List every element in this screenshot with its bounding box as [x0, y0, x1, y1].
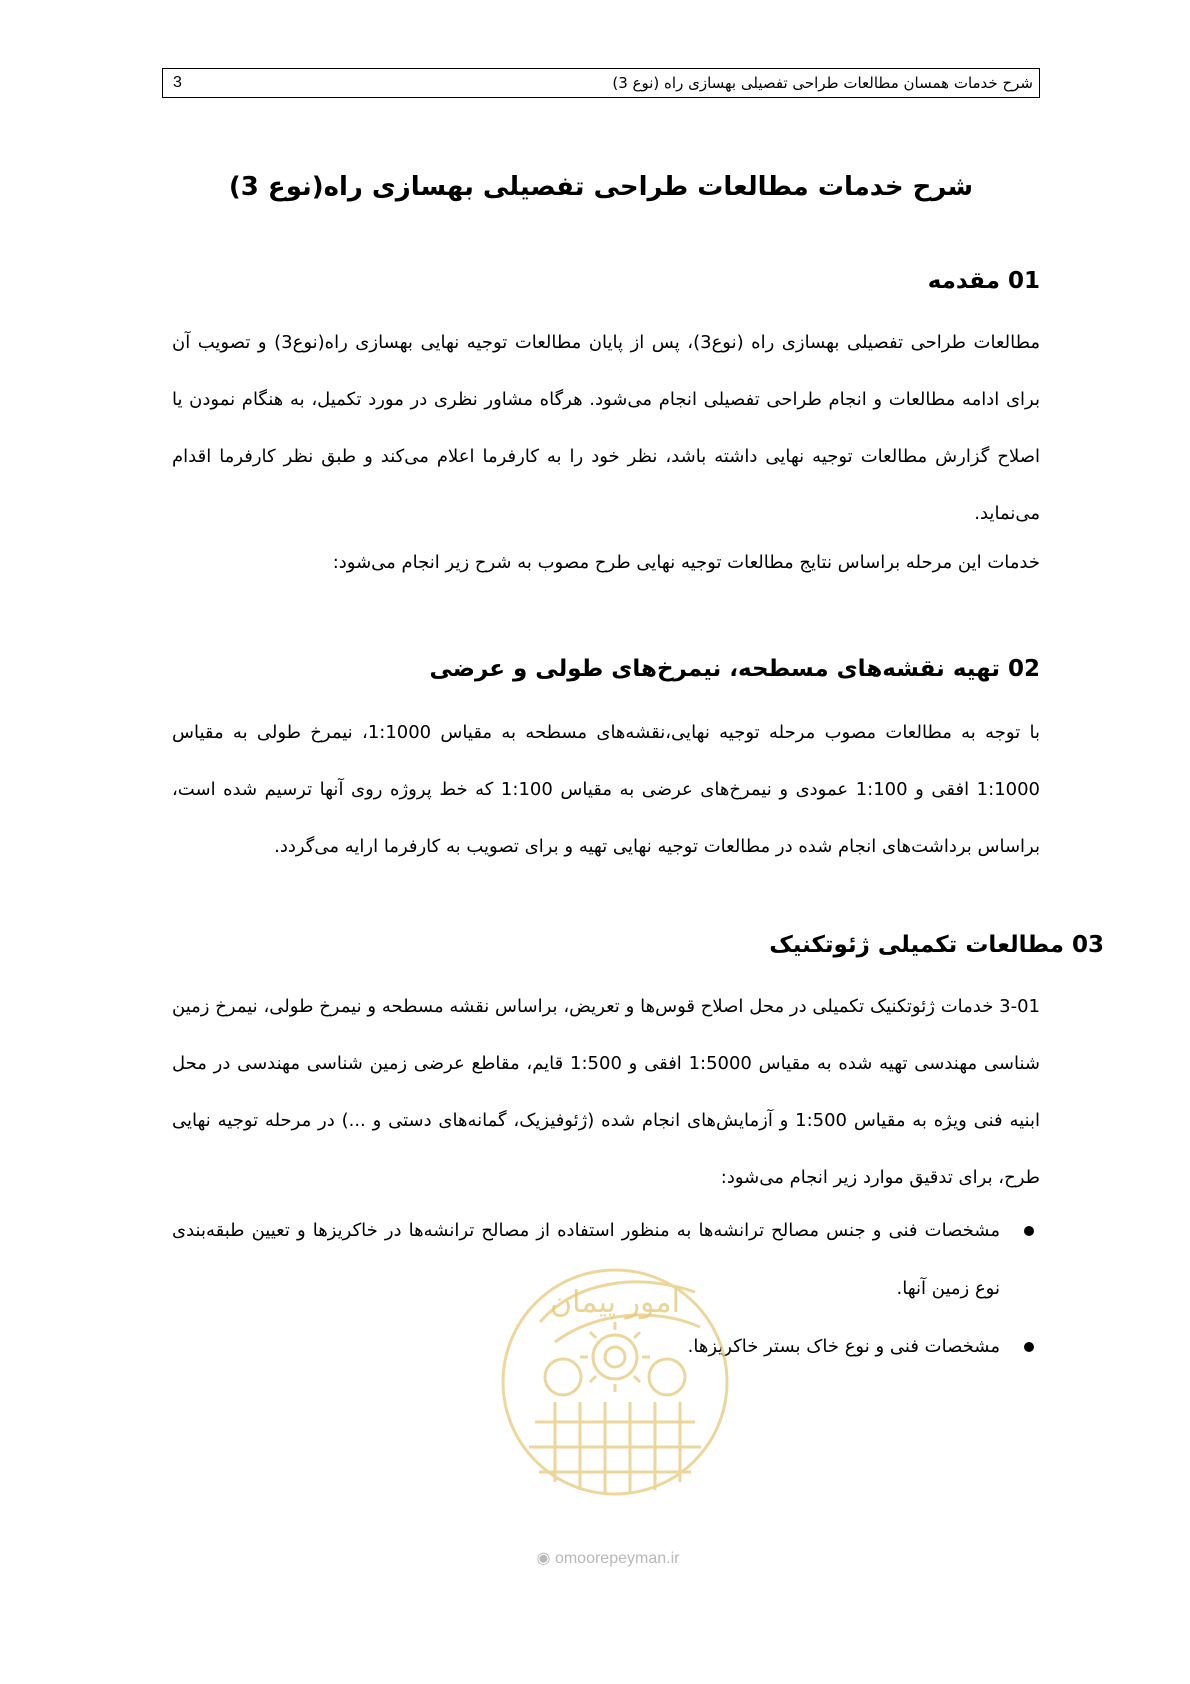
- bullet-icon: [1024, 1226, 1034, 1236]
- watermark-icon: ◉: [536, 1550, 551, 1567]
- watermark-url-text: omoorepeyman.ir: [554, 1550, 680, 1567]
- page-header: [162, 68, 1040, 98]
- intro-services-line: خدمات این مرحله براساس نتایج مطالعات توجیه نهایی طرح مصوب به شرح زیر انجام می‌شود:: [332, 552, 1040, 573]
- geotech-bullet-list: [172, 1202, 1040, 1376]
- bullet-text: مشخصات فنی و جنس مصالح ترانشه‌ها به منظور استفاده از مصالح ترانشه‌ها در خاکریزها و تعیین طبقه‌بندی نوع زمین آنها.: [172, 1220, 1000, 1299]
- section-heading-03: 03 مطالعات تکمیلی ژئوتکنیک: [769, 932, 1104, 958]
- document-title: شرح خدمات مطالعات طراحی تفصیلی بهسازی راه(نوع 3): [228, 172, 974, 202]
- running-title: شرح خدمات همسان مطالعات طراحی تفصیلی بهسازی راه (نوع 3): [612, 74, 1033, 92]
- intro-paragraph: مطالعات طراحی تفصیلی بهسازی راه (نوع3)، پس از پایان مطالعات توجیه نهایی بهسازی راه(نوع3) و تصویب آن برای ادامه مطالعات و انجام طراحی تفصیلی انجام می‌شود. هرگاه مشاور نظری در مورد تکمیل، به هنگام نمودن یا اصلاح گزارش مطالعات توجیه نهایی داشته باشد، نظر خود را به کارفرما اعلام می‌کند و طبق نظر کارفرما اقدام می‌نماید.: [172, 332, 1041, 524]
- geotech-paragraph: 3-01 خدمات ژئوتکنیک تکمیلی در محل اصلاح قوس‌ها و تعریض، براساس نقشه مسطحه و نیمرخ طولی، نیمرخ زمین شناسی مهندسی تهیه شده به مقیاس 1:5000 افقی و 1:500 قایم، مقاطع عرضی زمین شناسی مهندسی در محل ابنیه فنی ویژه به مقیاس 1:500 و آزمایش‌های انجام شده (ژئوفیزیک، گمانه‌های دستی و ...) در مرحله توجیه نهایی طرح، برای تدقیق موارد زیر انجام می‌شود:: [172, 996, 1041, 1188]
- list-item: [172, 1318, 1040, 1376]
- maps-paragraph: با توجه به مطالعات مصوب مرحله توجیه نهایی،نقشه‌های مسطحه به مقیاس 1:1000، نیمرخ طولی به مقیاس 1:1000 افقی و 1:100 عمودی و نیمرخ‌های عرضی به مقیاس 1:100 که خط پروژه روی آنها ترسیم شده است، براساس برداشت‌های انجام شده در مطالعات توجیه نهایی تهیه و برای تصویب به کارفرما ارایه می‌گردد.: [172, 722, 1040, 857]
- watermark-url: [498, 1548, 718, 1568]
- list-item: [172, 1202, 1040, 1318]
- section-heading-02: 02 تهیه نقشه‌های مسطحه، نیمرخ‌های طولی و عرضی: [429, 656, 1040, 682]
- watermark-logo-text: امور پیمان: [550, 1285, 680, 1320]
- section-heading-01: 01 مقدمه: [927, 268, 1040, 294]
- bullet-text: مشخصات فنی و نوع خاک بستر خاکریزها.: [687, 1336, 1000, 1357]
- bullet-icon: [1024, 1342, 1034, 1352]
- page-number: 3: [173, 74, 182, 91]
